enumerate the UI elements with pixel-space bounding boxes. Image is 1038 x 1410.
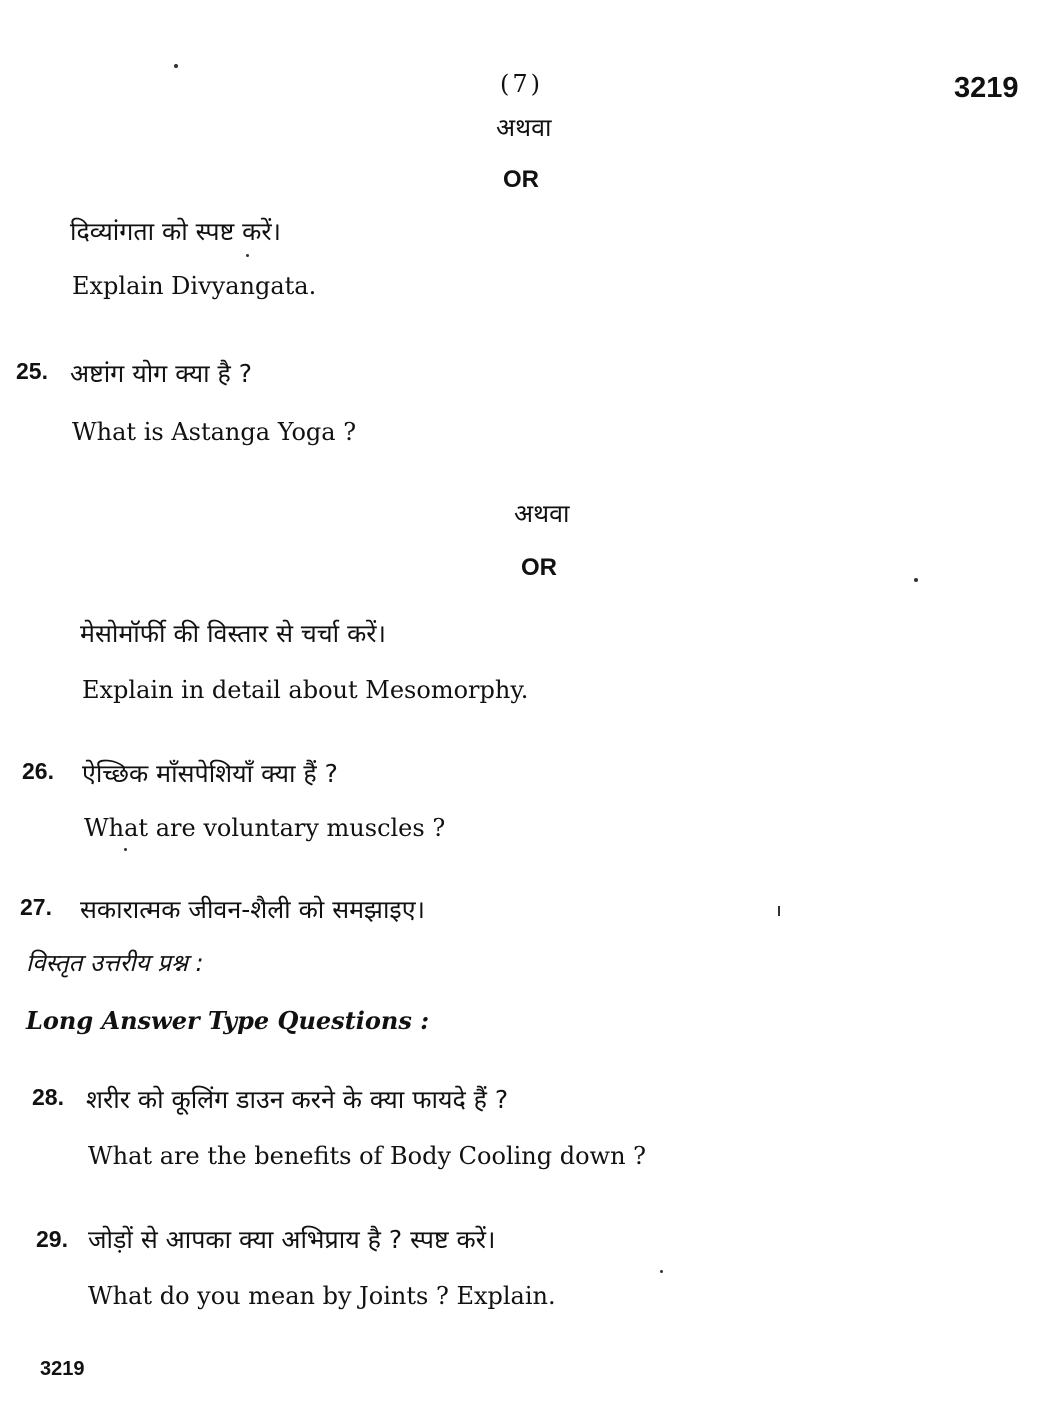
question-hindi: शरीर को कूलिंग डाउन करने के क्या फायदे हैं ? <box>86 1085 509 1114</box>
question-hindi: जोड़ों से आपका क्या अभिप्राय है ? स्पष्ट करें। <box>88 1225 496 1254</box>
question-english: What are the benefits of Body Cooling down ? <box>88 1142 647 1170</box>
or-hindi: अथवा <box>514 499 570 528</box>
scan-speck <box>246 254 249 257</box>
question-english: What do you mean by Joints ? Explain. <box>88 1282 556 1310</box>
page-number: (7) <box>500 70 543 98</box>
question-number: 29. <box>36 1226 68 1252</box>
question-english: What are voluntary muscles ? <box>84 814 446 842</box>
question-number: 27. <box>20 894 52 920</box>
question-number: 28. <box>32 1084 64 1110</box>
question-number: 26. <box>22 758 54 784</box>
or-english: OR <box>503 166 539 193</box>
question-english: What is Astanga Yoga ? <box>72 418 357 446</box>
scan-speck <box>660 1270 663 1273</box>
question-hindi: दिव्यांगता को स्पष्ट करें। <box>70 217 282 246</box>
or-english: OR <box>521 554 557 581</box>
scan-speck <box>174 64 178 68</box>
question-hindi: सकारात्मक जीवन-शैली को समझाइए। <box>80 895 426 924</box>
question-hindi: ऐच्छिक माँसपेशियाँ क्या हैं ? <box>82 759 338 788</box>
question-hindi: मेसोमॉर्फी की विस्तार से चर्चा करें। <box>80 619 386 648</box>
or-hindi: अथवा <box>496 113 552 142</box>
question-english: Explain Divyangata. <box>72 272 317 300</box>
question-english: Explain in detail about Mesomorphy. <box>82 676 529 704</box>
paper-code-header: 3219 <box>954 72 1019 104</box>
section-heading-english: Long Answer Type Questions : <box>26 1006 430 1035</box>
question-number: 25. <box>16 358 48 384</box>
scan-speck <box>914 578 918 582</box>
scan-speck <box>778 906 780 916</box>
question-hindi: अष्टांग योग क्या है ? <box>70 359 252 388</box>
scan-speck <box>124 848 127 851</box>
section-heading-hindi: विस्तृत उत्तरीय प्रश्न : <box>26 949 204 977</box>
paper-code-footer: 3219 <box>40 1358 85 1380</box>
